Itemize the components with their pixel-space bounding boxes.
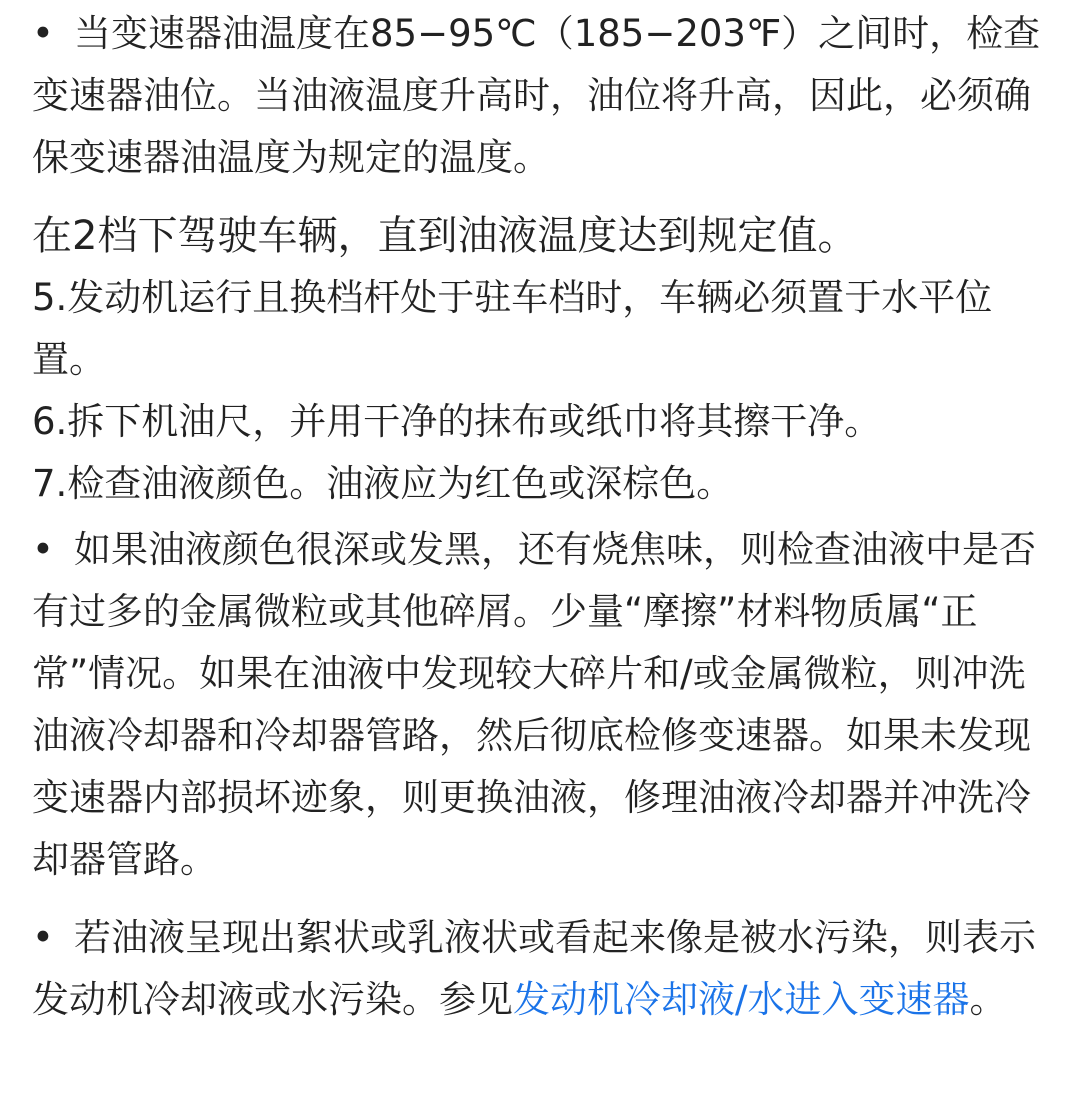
bullet-text: 如果油液颜色很深或发黑，还有烧焦味，则检查油液中是否有过多的金属微粒或其他碎屑。少量“摩擦”材料物质属“正常”情况。如果在油液中发现较大碎片和/或金属微粒，则冲洗油液冷却器和冷却器管路，然后彻底检修变速器。如果未发现变速器内部损坏迹象，则更换油液，修理油液冷却器并冲洗冷却器管路。 bbox=[32, 528, 1036, 881]
bullet-icon: • bbox=[32, 12, 54, 55]
bullet-icon: • bbox=[32, 528, 54, 571]
drive-instruction-heading: 在2档下驾驶车辆，直到油液温度达到规定值。 bbox=[32, 213, 858, 259]
coolant-water-in-transmission-link[interactable]: 发动机冷却液/水进入变速器 bbox=[513, 978, 970, 1021]
step-7: 7.检查油液颜色。油液应为红色或深棕色。 bbox=[32, 462, 734, 505]
bullet-text-end: 。 bbox=[969, 978, 1007, 1021]
step-6: 6.拆下机油尺，并用干净的抹布或纸巾将其擦干净。 bbox=[32, 400, 882, 443]
bullet-paragraph-oil-temperature bbox=[32, 3, 1052, 189]
bullet-text: 当变速器油温度在85−95℃（185−203℉）之间时，检查变速器油位。当油液温度升高时，油位将升高，因此，必须确保变速器油温度为规定的温度。 bbox=[32, 12, 1041, 179]
bullet-paragraph-contamination bbox=[32, 907, 1052, 1031]
bullet-icon: • bbox=[32, 916, 54, 959]
bullet-text: 若油液呈现出絮状或乳液状或看起来像是被水污染，则表示发动机冷却液或水污染。参见 bbox=[32, 916, 1036, 1021]
step-5: 5.发动机运行且换档杆处于驻车档时，车辆必须置于水平位置。 bbox=[32, 276, 993, 381]
bullet-paragraph-dark-fluid bbox=[32, 519, 1052, 891]
